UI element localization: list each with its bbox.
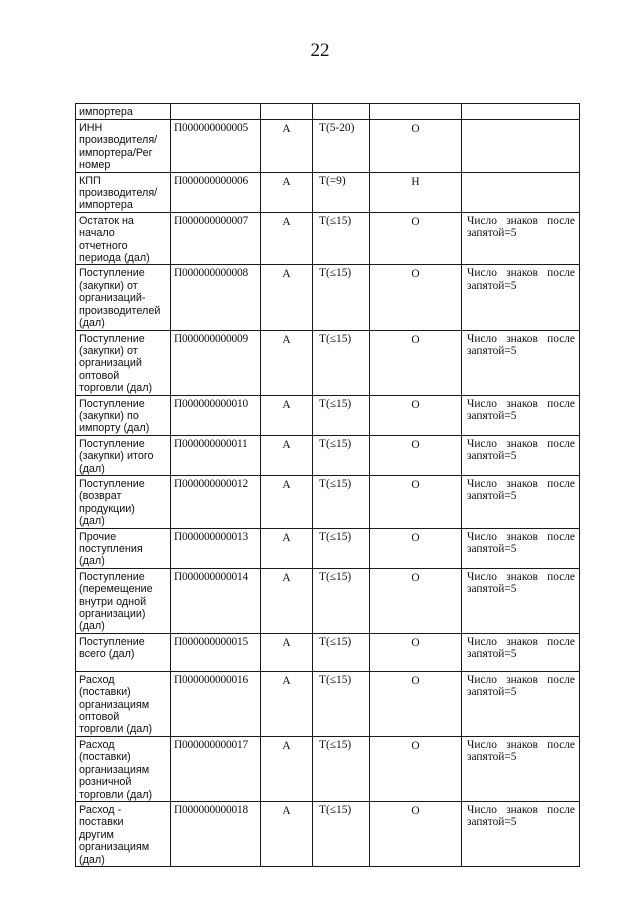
cell-type: А — [261, 330, 313, 395]
cell-required: О — [370, 528, 462, 568]
cell-note: Число знаков после запятой=5 — [462, 568, 580, 633]
cell-name: КПП производителя/ импортера — [76, 172, 171, 212]
table-row — [76, 104, 580, 120]
cell-note: Число знаков после запятой=5 — [462, 212, 580, 265]
cell-code: П000000000011 — [171, 435, 261, 475]
cell-type: А — [261, 568, 313, 633]
cell-note: Число знаков после запятой=5 — [462, 475, 580, 528]
cell-required: О — [370, 265, 462, 330]
cell-format: Т(≤15) — [313, 435, 370, 475]
table-row — [76, 528, 580, 568]
cell-name: Поступление (закупки) по импорту (дал) — [76, 395, 171, 435]
cell-required: О — [370, 435, 462, 475]
table-row — [76, 395, 580, 435]
cell-name: импортера — [76, 104, 171, 120]
table-row — [76, 120, 580, 173]
cell-name: Поступление всего (дал) — [76, 633, 171, 671]
cell-required: О — [370, 212, 462, 265]
cell-code: П000000000010 — [171, 395, 261, 435]
cell-note: Число знаков после запятой=5 — [462, 435, 580, 475]
cell-type: А — [261, 435, 313, 475]
cell-type: А — [261, 633, 313, 671]
cell-required — [370, 104, 462, 120]
cell-format: Т(≤15) — [313, 736, 370, 801]
cell-code: П000000000017 — [171, 736, 261, 801]
cell-code: П000000000015 — [171, 633, 261, 671]
cell-code: П000000000007 — [171, 212, 261, 265]
cell-required: О — [370, 120, 462, 173]
cell-code: П000000000013 — [171, 528, 261, 568]
cell-format: Т(5-20) — [313, 120, 370, 173]
table-row — [76, 633, 580, 671]
cell-code: П000000000014 — [171, 568, 261, 633]
cell-name: ИНН производителя/ импортера/Рег номер — [76, 120, 171, 173]
cell-note: Число знаков после запятой=5 — [462, 395, 580, 435]
cell-name: Поступление (закупки) итого (дал) — [76, 435, 171, 475]
cell-code: П000000000012 — [171, 475, 261, 528]
cell-format: Т(≤15) — [313, 265, 370, 330]
cell-required: О — [370, 633, 462, 671]
page-number: 22 — [310, 40, 330, 61]
cell-format: Т(=9) — [313, 172, 370, 212]
cell-required: О — [370, 671, 462, 736]
table-row — [76, 265, 580, 330]
table-row — [76, 475, 580, 528]
cell-code: П000000000005 — [171, 120, 261, 173]
cell-required: О — [370, 568, 462, 633]
cell-note: Число знаков после запятой=5 — [462, 671, 580, 736]
cell-type — [261, 104, 313, 120]
cell-name: Расход - поставки другим организациям (дал) — [76, 801, 171, 866]
cell-note — [462, 120, 580, 173]
cell-type: А — [261, 801, 313, 866]
requisites-table — [75, 103, 580, 867]
cell-type: А — [261, 172, 313, 212]
cell-required: О — [370, 330, 462, 395]
cell-type: А — [261, 395, 313, 435]
cell-note — [462, 172, 580, 212]
cell-format: Т(≤15) — [313, 801, 370, 866]
cell-note: Число знаков после запятой=5 — [462, 801, 580, 866]
cell-required: О — [370, 801, 462, 866]
cell-name: Остаток на начало отчетного периода (дал) — [76, 212, 171, 265]
cell-format: Т(≤15) — [313, 671, 370, 736]
cell-note: Число знаков после запятой=5 — [462, 330, 580, 395]
cell-code: П000000000006 — [171, 172, 261, 212]
table-row — [76, 435, 580, 475]
table-row — [76, 172, 580, 212]
cell-type: А — [261, 671, 313, 736]
cell-required: Н — [370, 172, 462, 212]
cell-required: О — [370, 395, 462, 435]
cell-name: Расход (поставки) организациям розничной торговли (дал) — [76, 736, 171, 801]
cell-format: Т(≤15) — [313, 528, 370, 568]
table-row — [76, 736, 580, 801]
cell-code: П000000000008 — [171, 265, 261, 330]
cell-required: О — [370, 475, 462, 528]
cell-name: Расход (поставки) организациям оптовой торговли (дал) — [76, 671, 171, 736]
table-row — [76, 330, 580, 395]
cell-code — [171, 104, 261, 120]
cell-note: Число знаков после запятой=5 — [462, 528, 580, 568]
cell-type: А — [261, 265, 313, 330]
cell-type: А — [261, 212, 313, 265]
cell-format: Т(≤15) — [313, 212, 370, 265]
cell-format: Т(≤15) — [313, 395, 370, 435]
table-row — [76, 568, 580, 633]
table-row — [76, 212, 580, 265]
cell-name: Прочие поступления (дал) — [76, 528, 171, 568]
table-row — [76, 671, 580, 736]
cell-format: Т(≤15) — [313, 330, 370, 395]
cell-note — [462, 104, 580, 120]
cell-code: П000000000016 — [171, 671, 261, 736]
cell-code: П000000000018 — [171, 801, 261, 866]
cell-name: Поступление (возврат продукции) (дал) — [76, 475, 171, 528]
cell-type: А — [261, 120, 313, 173]
cell-format: Т(≤15) — [313, 475, 370, 528]
cell-required: О — [370, 736, 462, 801]
cell-name: Поступление (закупки) от организаций оптовой торговли (дал) — [76, 330, 171, 395]
cell-type: А — [261, 736, 313, 801]
cell-format — [313, 104, 370, 120]
cell-note: Число знаков после запятой=5 — [462, 265, 580, 330]
cell-code: П000000000009 — [171, 330, 261, 395]
cell-name: Поступление (перемещение внутри одной организации) (дал) — [76, 568, 171, 633]
table-row — [76, 801, 580, 866]
cell-type: А — [261, 528, 313, 568]
cell-name: Поступление (закупки) от организаций- производителей (дал) — [76, 265, 171, 330]
cell-type: А — [261, 475, 313, 528]
cell-format: Т(≤15) — [313, 568, 370, 633]
cell-format: Т(≤15) — [313, 633, 370, 671]
cell-note: Число знаков после запятой=5 — [462, 736, 580, 801]
cell-note: Число знаков после запятой=5 — [462, 633, 580, 671]
